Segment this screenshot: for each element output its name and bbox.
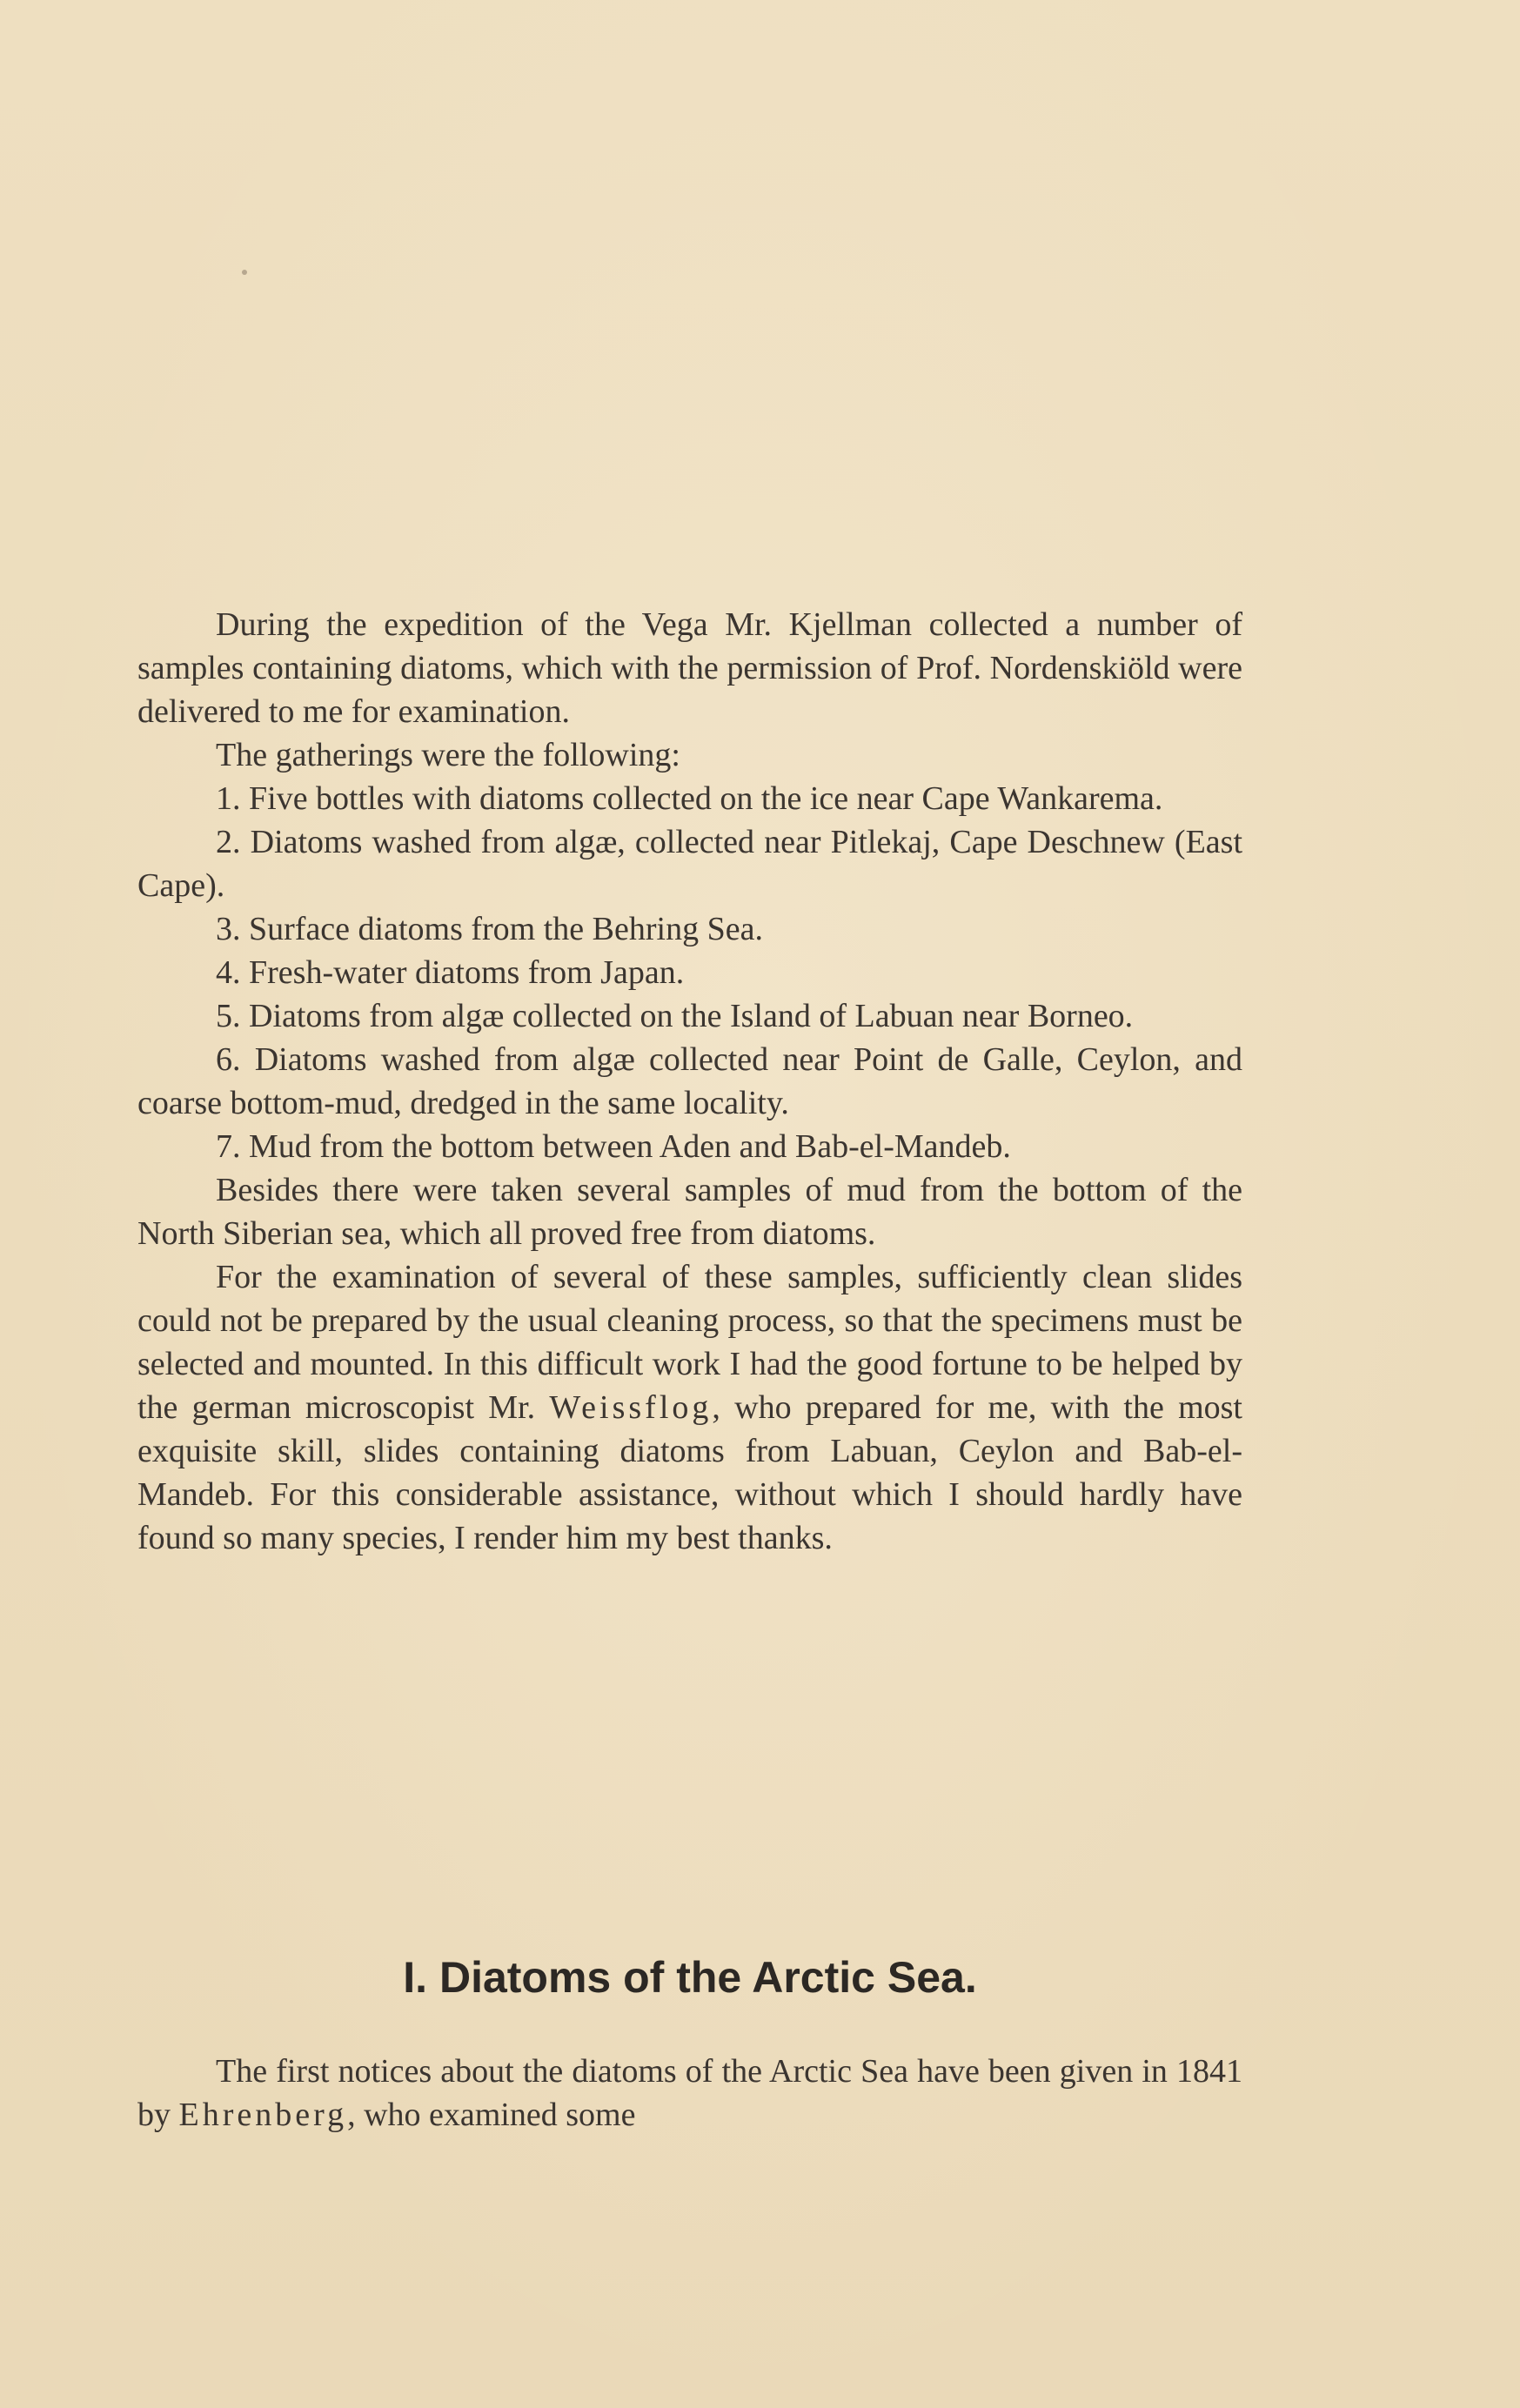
item-text: Diatoms washed from algæ collected near Point de Galle, Ceylon, and coarse bottom-mud, dredged in the same locality. [137,1041,1242,1121]
item-text: Five bottles with diatoms collected on the ice near Cape Wankarema. [249,780,1163,817]
paragraph-expedition: During the expedition of the Vega Mr. Kjellman collected a number of samples containing diatoms, which with the permission of Prof. Nordenskiöld were delivered to me for examination. [137,606,1242,730]
item-text: Fresh-water diatoms from Japan. [249,954,685,991]
item-text: Diatoms from algæ collected on the Island of Labuan near Borneo. [249,998,1134,1034]
person-name-weissflog: Weissflog [549,1389,713,1426]
item-number: 1. [216,780,241,817]
item-number: 5. [216,998,241,1034]
person-name-ehrenberg: Ehrenberg [178,2097,348,2133]
list-item-7 [137,1125,1242,1168]
item-number: 7. [216,1128,241,1165]
acknowledgement-text-end: , who prepared for me, with the most exquisite skill, slides containing diatoms from Labuan, Ceylon and Bab-el-Mandeb. For this considerable assistance, without which I should hardly have found so many species, I render him my best thanks. [137,1389,1242,1556]
paragraph-acknowledgement [137,1255,1242,1560]
item-number: 3. [216,911,241,947]
item-text: Diatoms washed from algæ, collected near Pitlekaj, Cape Deschnew (East Cape). [137,824,1242,904]
list-item-6 [137,1038,1242,1125]
item-number: 2. [216,824,241,860]
section-text [137,2050,1242,2137]
paragraph-siberian-sea: Besides there were taken several samples of mud from the bottom of the North Siberian sea, which all proved free from diatoms. [137,1172,1242,1252]
list-item-2 [137,820,1242,907]
paragraph-gatherings-intro: The gatherings were the following: [216,737,680,773]
list-item-3 [137,907,1242,951]
first-notices-text-end: , who examined some [347,2097,636,2133]
section-heading: I. Diatoms of the Arctic Sea. [403,1953,977,2002]
ink-speck [242,270,247,275]
list-item-4 [137,951,1242,994]
item-text: Mud from the bottom between Aden and Bab-el-Mandeb. [249,1128,1011,1165]
item-number: 6. [216,1041,241,1078]
list-item-1 [137,777,1242,820]
intro-text [137,603,1242,1560]
list-item-5 [137,994,1242,1038]
item-text: Surface diatoms from the Behring Sea. [249,911,763,947]
acknowledgement-text-start: For the examination of several of these samples, sufficiently clean slides could not be prepared by the usual cleaning process, so that the specimens must be selected and mounted. In this difficult work I had the good fortune to be helped by the german microscopist Mr. [137,1259,1242,1426]
item-number: 4. [216,954,241,991]
paragraph-first-notices [137,2050,1242,2137]
first-notices-text-start: The first notices about the diatoms of the Arctic Sea have been given in 1841 by [137,2053,1242,2133]
